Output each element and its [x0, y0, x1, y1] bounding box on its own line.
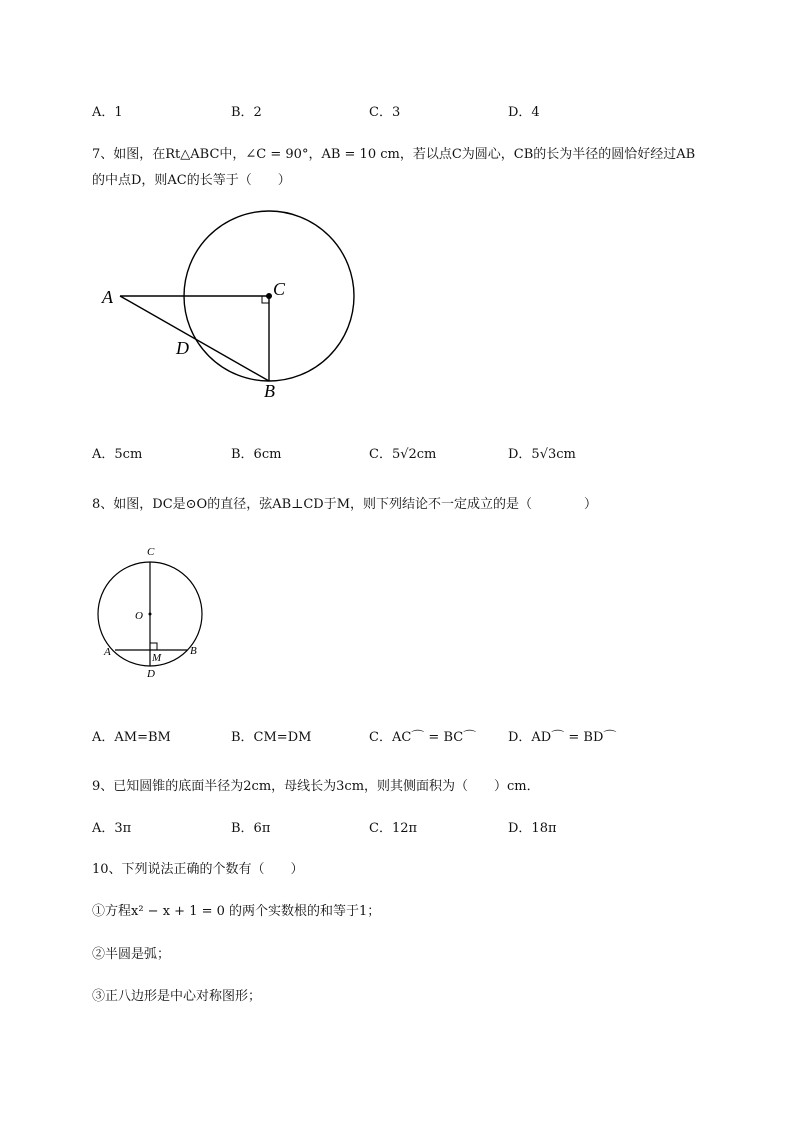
q8-option-d: D．AD⌒ = BD⌒ — [508, 730, 617, 745]
q8-option-c: C．AC⌒ = BC⌒ — [369, 730, 477, 745]
q10-stem: 10、下列说法正确的个数有（ ） — [92, 862, 304, 877]
q6-option-b: B．2 — [231, 105, 262, 120]
q8-label-a: A — [104, 646, 111, 658]
q6-option-d: D．4 — [508, 105, 540, 120]
q6-option-a: A．1 — [92, 105, 123, 120]
q8-label-b: B — [190, 645, 197, 657]
q8-label-c: C — [147, 546, 155, 558]
q7-label-b: B — [264, 381, 275, 401]
q8-option-a: A．AM=BM — [92, 730, 171, 745]
q8-stem: 8、如图，DC是⊙O的直径，弦AB⊥CD于M，则下列结论不一定成立的是（ ） — [92, 497, 598, 512]
q7-option-a: A．5cm — [92, 447, 143, 462]
q8-right-angle-mark — [150, 643, 157, 650]
q10-item-2: ②半圆是弧； — [92, 947, 171, 962]
q8-label-d: D — [147, 668, 155, 680]
q7-label-a: A — [102, 287, 113, 307]
q8-label-o: O — [135, 610, 143, 622]
q10-item-1: ①方程x² − x + 1 = 0 的两个实数根的和等于1； — [92, 904, 381, 919]
q9-option-c: C．12π — [369, 821, 418, 836]
q7-segment-ab — [120, 296, 269, 381]
q8-figure — [95, 540, 210, 685]
q7-stem-line1: 7、如图，在Rt△ABC中，∠C = 90°，AB = 10 cm，若以点C为圆心，CB的长为半径的圆恰好经过AB — [92, 147, 696, 162]
q7-option-d: D．5√3cm — [508, 447, 576, 462]
q7-option-b: B．6cm — [231, 447, 282, 462]
q9-option-d: D．18π — [508, 821, 557, 836]
q7-option-c: C．5√2cm — [369, 447, 437, 462]
q8-label-m: M — [152, 652, 162, 664]
q7-label-c: C — [273, 279, 286, 299]
q9-stem: 9、已知圆锥的底面半径为2cm，母线长为3cm，则其侧面积为（ ）cm． — [92, 779, 540, 794]
q8-center-point — [149, 613, 152, 616]
q9-option-a: A．3π — [92, 821, 132, 836]
q7-figure — [90, 200, 380, 405]
q8-option-b: B．CM=DM — [231, 730, 312, 745]
q9-option-b: B．6π — [231, 821, 271, 836]
q6-option-c: C．3 — [369, 105, 401, 120]
q7-center-point — [266, 293, 272, 299]
q7-label-d: D — [176, 338, 189, 358]
q10-item-3: ③正八边形是中心对称图形； — [92, 989, 262, 1004]
q7-stem-line2: 的中点D，则AC的长等于（ ） — [92, 173, 291, 188]
